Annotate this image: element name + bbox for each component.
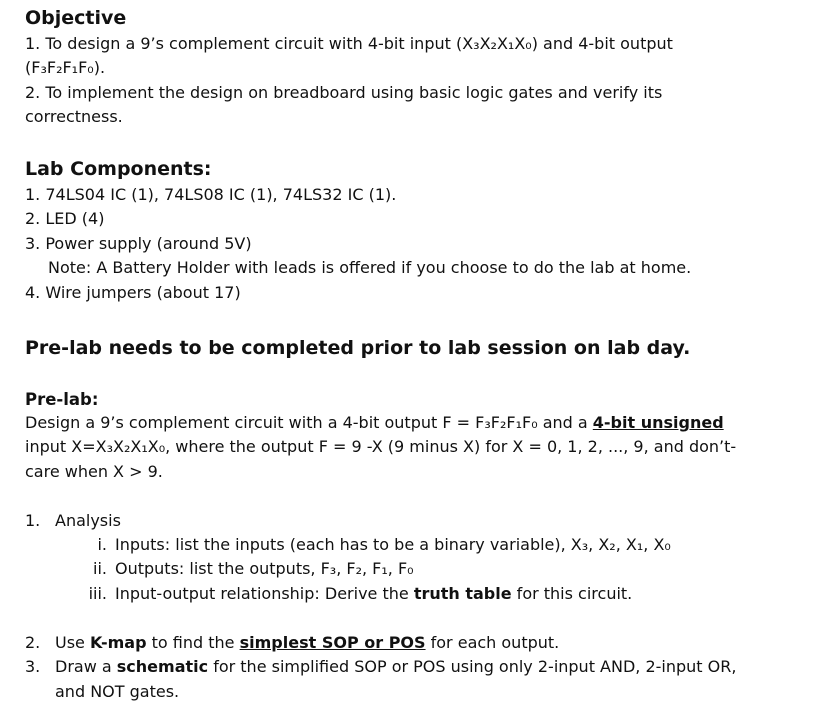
step-2-emphasis: simplest SOP or POS: [239, 633, 426, 652]
objective-item-2: 2. To implement the design on breadboard using basic logic gates and verify its: [25, 83, 663, 102]
substep-ii: [25, 557, 414, 582]
substep-i-text: Inputs: list the inputs (each has to be a binary variable), X₃, X₂, X₁, X₀: [115, 535, 671, 554]
step-2-text: Use: [55, 633, 90, 652]
step-3-text-end: for the simplified SOP or POS using only 2-input AND, 2-input OR,: [208, 657, 737, 676]
substep-iii-number: iii.: [88, 584, 107, 603]
step-3-text: Draw a: [55, 657, 117, 676]
objective-item-1: 1. To design a 9’s complement circuit with 4-bit input (X₃X₂X₁X₀) and 4-bit output: [25, 34, 673, 53]
step-3-number: 3.: [25, 657, 41, 676]
prelab-heading: Pre-lab:: [25, 390, 99, 409]
component-item-1: 1. 74LS04 IC (1), 74LS08 IC (1), 74LS32 IC (1).: [25, 185, 397, 204]
step-1-number: 1.: [25, 511, 41, 530]
prelab-notice: Pre-lab needs to be completed prior to lab session on lab day.: [25, 337, 691, 359]
component-item-2: 2. LED (4): [25, 209, 105, 228]
substep-iii-bold: truth table: [413, 584, 512, 603]
step-2: [25, 631, 559, 656]
substep-iii-text: Input-output relationship: Derive the: [115, 584, 414, 603]
prelab-paragraph-line-3: care when X > 9.: [25, 462, 163, 481]
component-item-4: 4. Wire jumpers (about 17): [25, 283, 241, 302]
step-2-number: 2.: [25, 633, 41, 652]
step-2-bold: K-map: [89, 633, 147, 652]
substep-i-number: i.: [97, 535, 107, 554]
substep-ii-text: Outputs: list the outputs, F₃, F₂, F₁, F₀: [115, 559, 414, 578]
substep-iii: [25, 582, 632, 607]
step-3-bold: schematic: [116, 657, 209, 676]
step-3: [25, 655, 736, 680]
step-3-continuation: and NOT gates.: [55, 682, 180, 701]
substep-i: [25, 533, 671, 558]
prelab-paragraph-line-1: [25, 411, 724, 436]
step-2-text-mid: to find the: [146, 633, 240, 652]
component-item-3: 3. Power supply (around 5V): [25, 234, 252, 253]
step-1: [25, 509, 121, 534]
objective-heading: Objective: [25, 7, 127, 29]
components-heading: Lab Components:: [25, 158, 212, 180]
prelab-paragraph-line-2: input X=X₃X₂X₁X₀, where the output F = 9 -X (9 minus X) for X = 0, 1, 2, ..., 9, and don’t-: [25, 437, 737, 456]
prelab-p1-text: Design a 9’s complement circuit with a 4-bit output F = F₃F₂F₁F₀ and a: [25, 413, 593, 432]
objective-item-1-cont: (F₃F₂F₁F₀).: [25, 58, 106, 77]
substep-iii-text-end: for this circuit.: [511, 584, 633, 603]
prelab-p1-emphasis: 4-bit unsigned: [592, 413, 724, 432]
substep-ii-number: ii.: [93, 559, 107, 578]
objective-item-2-cont: correctness.: [25, 107, 123, 126]
component-note: Note: A Battery Holder with leads is offered if you choose to do the lab at home.: [48, 258, 692, 277]
step-2-text-end: for each output.: [425, 633, 560, 652]
step-3-cont: [25, 680, 179, 705]
step-1-text: Analysis: [55, 511, 121, 530]
